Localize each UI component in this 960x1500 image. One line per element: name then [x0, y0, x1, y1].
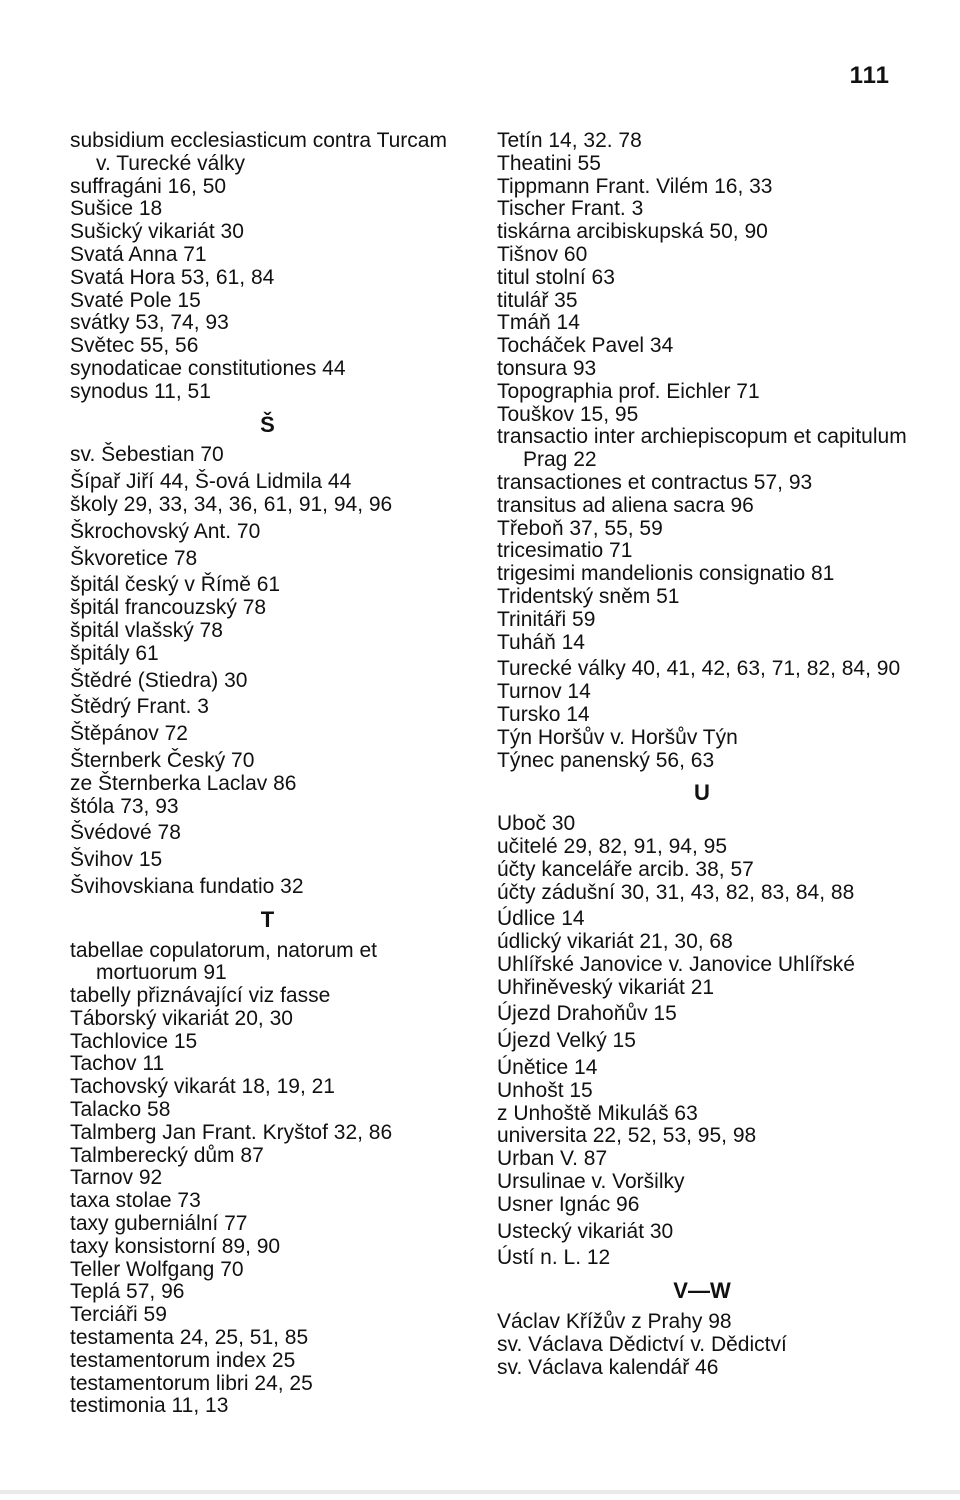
index-entry: Tachovský vikarát 18, 19, 21	[70, 1075, 335, 1099]
index-entry: transactiones et contractus 57, 93	[497, 470, 813, 494]
index-entry: Šternberk Český 70	[70, 748, 255, 772]
index-entry: Svatá Hora 53, 61, 84	[70, 265, 275, 289]
index-entry: Turnov 14	[497, 680, 591, 704]
index-entry: z Unhoště Mikuláš 63	[497, 1101, 698, 1125]
index-entry: špitál vlašský 78	[70, 618, 223, 642]
index-entry: Týn Horšův v. Horšův Týn	[497, 725, 738, 749]
index-entry: Svatá Anna 71	[70, 242, 207, 266]
index-entry: taxy guberniální 77	[70, 1212, 248, 1236]
index-entry: sv. Václava Dědictví v. Dědictví	[497, 1332, 787, 1356]
index-entry: Talmberg Jan Frant. Kryštof 32, 86	[70, 1120, 393, 1144]
index-entry: školy 29, 33, 34, 36, 61, 91, 94, 96	[70, 492, 393, 516]
index-entry: trigesimi mandelionis consignatio 81	[497, 562, 835, 586]
index-entry: sv. Šebestian 70	[70, 443, 224, 467]
index-entry: Štěpánov 72	[70, 722, 188, 746]
index-entry: Tachlovice 15	[70, 1029, 198, 1053]
page-edge	[0, 1490, 960, 1494]
index-entry: svátky 53, 74, 93	[70, 311, 229, 335]
index-entry: suffragáni 16, 50	[70, 174, 227, 198]
index-entry: Švédové 78	[70, 821, 181, 845]
index-entry: taxa stolae 73	[70, 1189, 201, 1213]
page-number: 111	[849, 62, 890, 89]
index-entry: Únětice 14	[497, 1056, 598, 1080]
index-entry: subsidium ecclesiasticum contra Turcam v. Turecké války	[70, 129, 447, 175]
index-entry: Újezd Velký 15	[497, 1029, 636, 1053]
index-column-left	[70, 130, 465, 1418]
index-entry: Tischer Frant. 3	[497, 197, 644, 221]
index-entry: Ustecký vikariát 30	[497, 1219, 674, 1243]
index-entry: titul stolní 63	[497, 265, 615, 289]
index-entry: Švihovskiana fundatio 32	[70, 874, 304, 898]
index-entry: Týnec panenský 56, 63	[497, 748, 715, 772]
section-letter-heading: Š	[260, 411, 275, 437]
section-letter-heading: U	[694, 780, 710, 806]
index-entry: tabelly přiznávající viz fasse	[70, 984, 331, 1008]
index-entry: Šípař Jiří 44, Š-ová Lidmila 44	[70, 470, 352, 494]
index-entry: Tmáň 14	[497, 311, 580, 335]
index-entry: Světec 55, 56	[70, 334, 199, 358]
index-entry: ze Šternberka Laclav 86	[70, 771, 297, 795]
index-entry: špitály 61	[70, 641, 159, 665]
index-entry: tabellae copulatorum, natorum et mortuorum 91	[70, 938, 378, 985]
index-entry: Štědré (Stiedra) 30	[70, 668, 248, 692]
index-entry: Terciáři 59	[70, 1303, 167, 1327]
index-entry: testamenta 24, 25, 51, 85	[70, 1326, 309, 1350]
index-entry: účty zádušní 30, 31, 43, 82, 83, 84, 88	[497, 880, 855, 904]
index-entry: účty kanceláře arcib. 38, 57	[497, 857, 754, 881]
index-entry: Štědrý Frant. 3	[70, 695, 209, 719]
index-entry: Talacko 58	[70, 1098, 171, 1122]
index-entry: Unhošt 15	[497, 1078, 593, 1102]
index-entry: Teller Wolfgang 70	[70, 1257, 244, 1281]
index-entry: Uboč 30	[497, 812, 576, 836]
index-entry: Táborský vikariát 20, 30	[70, 1006, 293, 1030]
index-entry: učitelé 29, 82, 91, 94, 95	[497, 834, 728, 858]
index-entry: Svaté Pole 15	[70, 288, 201, 312]
index-entry: Theatini 55	[497, 151, 601, 175]
section-letter-heading: T	[260, 906, 275, 932]
index-entry: Touškov 15, 95	[497, 402, 639, 426]
index-entry: transactio inter archiepiscopum et capitulum Prag 22	[497, 425, 907, 472]
index-entry: Teplá 57, 96	[70, 1280, 185, 1304]
index-entry: Tocháček Pavel 34	[497, 334, 674, 358]
index-entry: Uhřiněveský vikariát 21	[497, 975, 715, 999]
index-entry: testamentorum libri 24, 25	[70, 1371, 313, 1395]
index-entry: Talmberecký dům 87	[70, 1143, 264, 1167]
index-entry: Sušice 18	[70, 197, 163, 221]
index-entry: tonsura 93	[497, 356, 597, 380]
index-entry: Václav Křížův z Prahy 98	[497, 1310, 732, 1334]
index-entry: tricesimatio 71	[497, 539, 633, 563]
index-entry: universita 22, 52, 53, 95, 98	[497, 1124, 757, 1148]
index-entry: synodaticae constitutiones 44	[70, 356, 346, 380]
index-entry: Újezd Drahoňův 15	[497, 1002, 677, 1026]
index-entry: Škrochovský Ant. 70	[70, 519, 261, 543]
index-entry: Ústí n. L. 12	[497, 1246, 611, 1270]
index-entry: Tetín 14, 32. 78	[497, 129, 642, 152]
index-entry: Tachov 11	[70, 1052, 165, 1076]
index-entry: tiskárna arcibiskupská 50, 90	[497, 220, 768, 244]
index-entry: špitál český v Římě 61	[70, 573, 281, 597]
index-entry: testimonia 11, 13	[70, 1394, 229, 1418]
index-entry: Ursulinae v. Voršilky	[497, 1170, 685, 1194]
index-entry: synodus 11, 51	[70, 379, 211, 403]
index-entry: Tippmann Frant. Vilém 16, 33	[497, 174, 773, 198]
index-entry: údlický vikariát 21, 30, 68	[497, 930, 733, 954]
index-entry: Turecké války 40, 41, 42, 63, 71, 82, 84, 90	[497, 657, 901, 681]
index-entry: sv. Václava kalendář 46	[497, 1355, 719, 1379]
index-entry: Tridentský sněm 51	[497, 584, 680, 608]
index-entry: Usner Ignác 96	[497, 1192, 640, 1216]
index-entry: testamentorum index 25	[70, 1348, 296, 1372]
index-entry: transitus ad aliena sacra 96	[497, 493, 754, 517]
index-entry: Údlice 14	[497, 907, 585, 931]
index-column-right	[497, 130, 907, 1379]
index-entry: Urban V. 87	[497, 1147, 608, 1171]
index-entry: taxy konsistorní 89, 90	[70, 1234, 281, 1258]
index-entry: Tišnov 60	[497, 242, 588, 266]
index-entry: Švihov 15	[70, 848, 163, 872]
index-entry: štóla 73, 93	[70, 794, 179, 818]
index-entry: Tarnov 92	[70, 1166, 163, 1190]
index-entry: Škvoretice 78	[70, 546, 198, 570]
index-entry: Trinitáři 59	[497, 607, 596, 631]
index-entry: Třeboň 37, 55, 59	[497, 516, 663, 540]
index-entry: špitál francouzský 78	[70, 596, 267, 620]
section-letter-heading: V—W	[673, 1278, 731, 1304]
index-entry: Tursko 14	[497, 702, 590, 726]
index-entry: Sušický vikariát 30	[70, 220, 244, 244]
index-entry: Topographia prof. Eichler 71	[497, 379, 760, 403]
index-entry: Uhlířské Janovice v. Janovice Uhlířské	[497, 952, 855, 976]
index-entry: titulář 35	[497, 288, 578, 312]
index-entry: Tuháň 14	[497, 630, 585, 654]
